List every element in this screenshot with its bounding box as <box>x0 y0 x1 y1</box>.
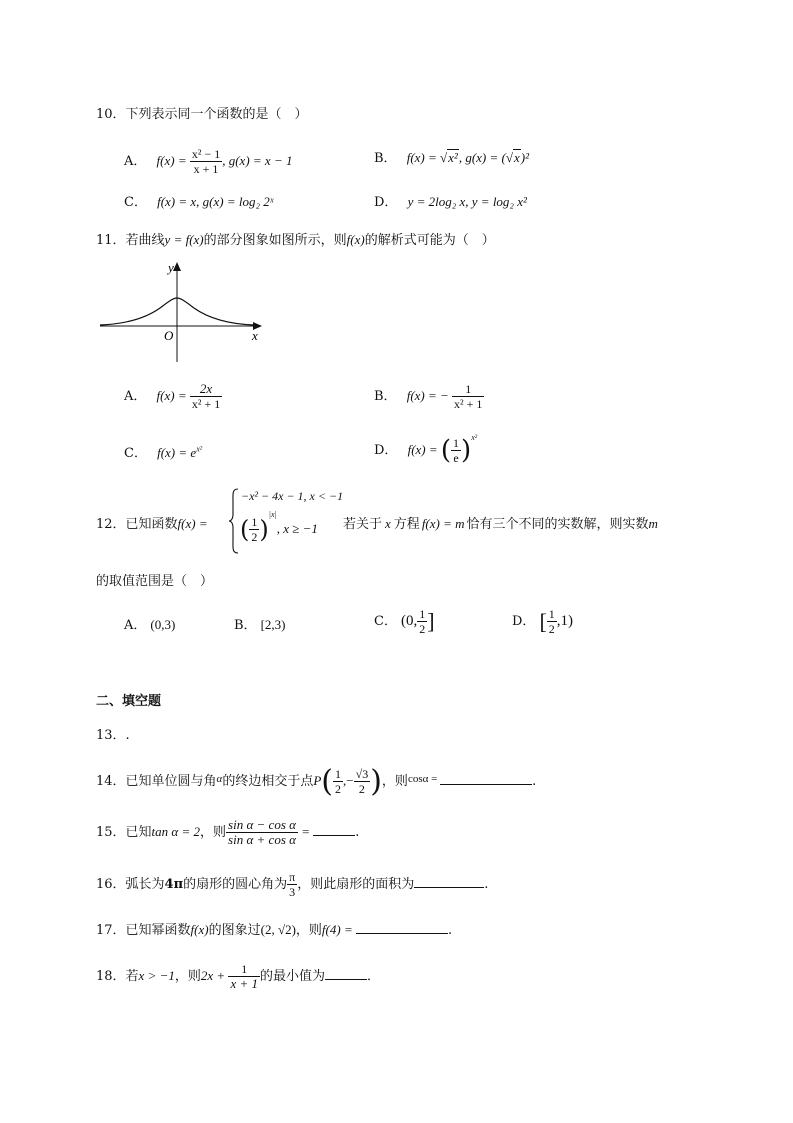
q12-option-c <box>374 607 435 636</box>
q14-cos: cosα = <box>407 773 441 785</box>
q11-d-lhs: f(x) = <box>407 442 441 457</box>
q10-b-label: B． <box>374 151 397 166</box>
q14-end: . <box>532 774 537 789</box>
q10-a-den: x + 1 <box>193 162 219 176</box>
q18-end: ． <box>367 969 381 984</box>
q12-stem-c: 方程 <box>393 517 420 532</box>
q15-tan: tan α = 2 <box>151 824 201 839</box>
q14-c: ，则 <box>381 774 408 789</box>
q10-d-text: y = 2log₂ x, y = log₂ x² <box>407 194 527 209</box>
q17-a: 17．已知幂函数 <box>96 923 191 938</box>
q18-b: ，则 <box>174 969 201 984</box>
q10-b-mid: , g(x) = ( <box>458 150 506 165</box>
q14-den1: 2 <box>335 782 342 796</box>
y-axis-arrow <box>173 262 181 271</box>
q15-a: 15．已知 <box>96 825 152 840</box>
q17-b: 的图象过 <box>208 923 261 938</box>
q12-stem-b: 若关于 <box>343 517 383 532</box>
q12-d-post: ,1) <box>556 613 574 629</box>
q16-a: 16．弧长为 <box>96 877 165 892</box>
q16-num: π <box>289 870 296 884</box>
q12-stem-eq: f(x) = m <box>421 516 465 531</box>
q12-case2-exp: |x| <box>268 510 277 519</box>
q16-b: 的扇形的圆心角为 <box>183 877 288 892</box>
q10-a-label: A． <box>124 154 147 169</box>
q15-num: sin α − cos α <box>228 817 296 832</box>
q17-answer-blank[interactable] <box>356 933 448 934</box>
q11-c-sup: x² <box>196 444 203 454</box>
q14-point-label: P <box>313 773 322 788</box>
q18-answer-blank[interactable] <box>325 979 367 980</box>
q16-end: . <box>484 877 489 892</box>
q11-d-sup: x² <box>471 433 478 442</box>
q11-option-a <box>124 382 222 411</box>
q17-f4: f(4) = <box>321 922 356 937</box>
q12-b-label: B． <box>234 618 257 633</box>
q12-case2-cond: , x ≥ −1 <box>276 521 318 536</box>
q11-option-d: D． f(x) = ( $\frac{1}{e}$ )$^{x^2}$ <box>374 433 478 466</box>
q16-answer-blank[interactable] <box>414 887 484 888</box>
q15-fraction <box>226 818 298 847</box>
q11-stem-d: f(x) <box>346 232 365 247</box>
q18-a: 18．若 <box>96 969 139 984</box>
q12-case2-num: 1 <box>251 515 258 529</box>
q12-d-num: 1 <box>548 607 555 621</box>
q11-stem-a: 11．若曲线 <box>96 233 165 248</box>
q12-a-label: A． <box>124 618 147 633</box>
q10-b-lhs: f(x) = <box>406 150 441 165</box>
q13: 13．. <box>96 728 130 743</box>
q17-point: (2, √2) <box>260 922 296 937</box>
q15-eq: = <box>297 824 314 839</box>
q14-num1: 1 <box>335 767 342 781</box>
q12-option-d <box>512 607 573 636</box>
q12-stem-right <box>343 513 658 532</box>
q11-b-lhs: f(x) = − <box>406 388 453 403</box>
q11-option-c <box>124 442 202 461</box>
y-axis-label: y <box>168 260 174 275</box>
q18-num: 1 <box>228 962 260 977</box>
origin-label: O <box>164 328 174 343</box>
q12-case2-fraction <box>249 515 259 544</box>
q12-d-fraction <box>547 607 557 636</box>
q10-b-root: x² <box>448 150 458 165</box>
q11-graph <box>96 256 266 366</box>
q14-frac2 <box>354 767 371 796</box>
q11-b-fraction <box>452 382 484 411</box>
q16-c: ，则此扇形的面积为 <box>297 877 415 892</box>
q12-stem-end: 的取值范围是（ ） <box>96 574 214 589</box>
q12-case2: ( $\frac{1}{2}$ )$^{|x|}$, x ≥ −1 <box>240 510 318 544</box>
q14-alpha: α <box>216 773 223 785</box>
q14-a: 14．已知单位圆与角 <box>96 774 217 789</box>
q18-den: x + 1 <box>230 976 258 991</box>
q11-a-lhs: f(x) = <box>156 388 190 403</box>
q10-a-fraction <box>190 147 222 176</box>
q10-option-a <box>124 147 292 176</box>
q12-c-post: ] <box>427 608 435 634</box>
x-axis-label: x <box>252 328 258 343</box>
q11-c-text: f(x) = e <box>157 445 197 460</box>
q16 <box>96 870 488 899</box>
q11-d-num: 1 <box>453 436 460 450</box>
q10-a-rhs: , g(x) = x − 1 <box>222 153 293 168</box>
q16-den: 3 <box>289 885 296 899</box>
q10-option-c <box>124 191 273 210</box>
q10-stem: 10．下列表示同一个函数的是（ ） <box>96 107 308 122</box>
q11-c-label: C． <box>124 446 147 461</box>
q14-answer-blank[interactable] <box>440 784 532 785</box>
q12-option-a <box>124 614 175 633</box>
q14: 14．已知单位圆与角$^\alpha$的终边相交于点P( $\frac{1}{2}$ ,− $\frac{√3}{2}$ )，则$^{cos\alpha =}$ . <box>96 764 537 799</box>
q10-b-rhs: )² <box>520 150 530 165</box>
q12-fx: f(x) = <box>177 516 208 531</box>
q12-d-pre: [ <box>539 608 547 634</box>
q12-c-num: 1 <box>419 607 426 621</box>
q12-stem-left <box>96 513 208 532</box>
q15 <box>96 818 359 847</box>
q16-fraction <box>287 870 297 899</box>
q10-a-lhs: f(x) = <box>156 153 190 168</box>
q12-stem-a: 12．已知函数 <box>96 517 178 532</box>
q18-c: 的最小值为 <box>259 969 325 984</box>
q11-stem-e: 的解析式可能为（ ） <box>364 233 495 248</box>
q10-c-label: C． <box>124 195 147 210</box>
q12-c-fraction <box>417 607 427 636</box>
q11-stem <box>96 229 495 248</box>
q10-option-b: B． f(x) = √x², g(x) = (√x)² <box>374 150 530 166</box>
q14-frac1 <box>333 767 343 796</box>
q12-stem-d: 恰有三个不同的实数解，则实数 <box>466 517 649 532</box>
q17-c: ，则 <box>295 923 322 938</box>
q16-arc: 4π <box>164 877 184 892</box>
section-heading: 二、填空题 <box>96 694 162 709</box>
q14-sep: ,− <box>343 773 354 788</box>
q18 <box>96 962 380 991</box>
q10-c-text: f(x) = x, g(x) = log₂ 2ˣ <box>157 194 274 209</box>
q11-option-b <box>374 382 484 411</box>
q12-stem-x: x <box>385 516 391 531</box>
q15-den: sin α + cos α <box>228 832 296 847</box>
q15-answer-blank[interactable] <box>313 835 355 836</box>
q18-expr: 2x + <box>200 968 229 983</box>
q11-a-label: A． <box>124 389 147 404</box>
q11-b-den: x² + 1 <box>454 397 483 411</box>
q12-option-b <box>234 614 285 633</box>
q17 <box>96 919 452 938</box>
q12-case1: −x² − 4x − 1, x < −1 <box>241 489 344 503</box>
q15-end: . <box>355 825 360 840</box>
q12-d-den: 2 <box>548 622 555 636</box>
q11-b-num: 1 <box>452 382 484 397</box>
q12-d-label: D． <box>512 614 536 629</box>
q11-d-den: e <box>453 451 459 465</box>
q10-option-d <box>374 191 527 210</box>
q12-c-label: C． <box>374 614 397 629</box>
q12-stem-m: m <box>648 516 658 531</box>
q12-b-text: [2,3) <box>260 617 286 632</box>
q11-stem-b: y = f(x) <box>164 232 204 247</box>
q10-a-num: x² − 1 <box>191 147 221 161</box>
q14-b: 的终边相交于点 <box>222 774 314 789</box>
q11-stem-c: 的部分图象如图所示，则 <box>203 233 347 248</box>
q11-a-fraction <box>190 382 222 411</box>
q17-fx: f(x) <box>190 922 209 937</box>
q12-a-text: (0,3) <box>150 617 176 632</box>
q11-a-num: 2x <box>190 382 222 397</box>
q14-den2: 2 <box>358 782 365 796</box>
q18-cond: x > −1 <box>138 968 175 983</box>
q12-c-pre: (0, <box>400 613 418 629</box>
q11-a-den: x² + 1 <box>191 397 221 411</box>
q15-b: ，则 <box>200 825 227 840</box>
q11-d-label: D． <box>374 443 398 458</box>
q12-c-den: 2 <box>419 622 426 636</box>
q10-b-root2: x <box>514 150 520 165</box>
q17-end: . <box>447 923 453 938</box>
q18-fraction <box>228 962 260 991</box>
q14-num2: √3 <box>355 767 369 781</box>
q10-d-label: D． <box>374 195 398 210</box>
q11-d-fraction <box>451 436 461 465</box>
q11-b-label: B． <box>374 389 397 404</box>
q12-case2-den: 2 <box>251 530 258 544</box>
